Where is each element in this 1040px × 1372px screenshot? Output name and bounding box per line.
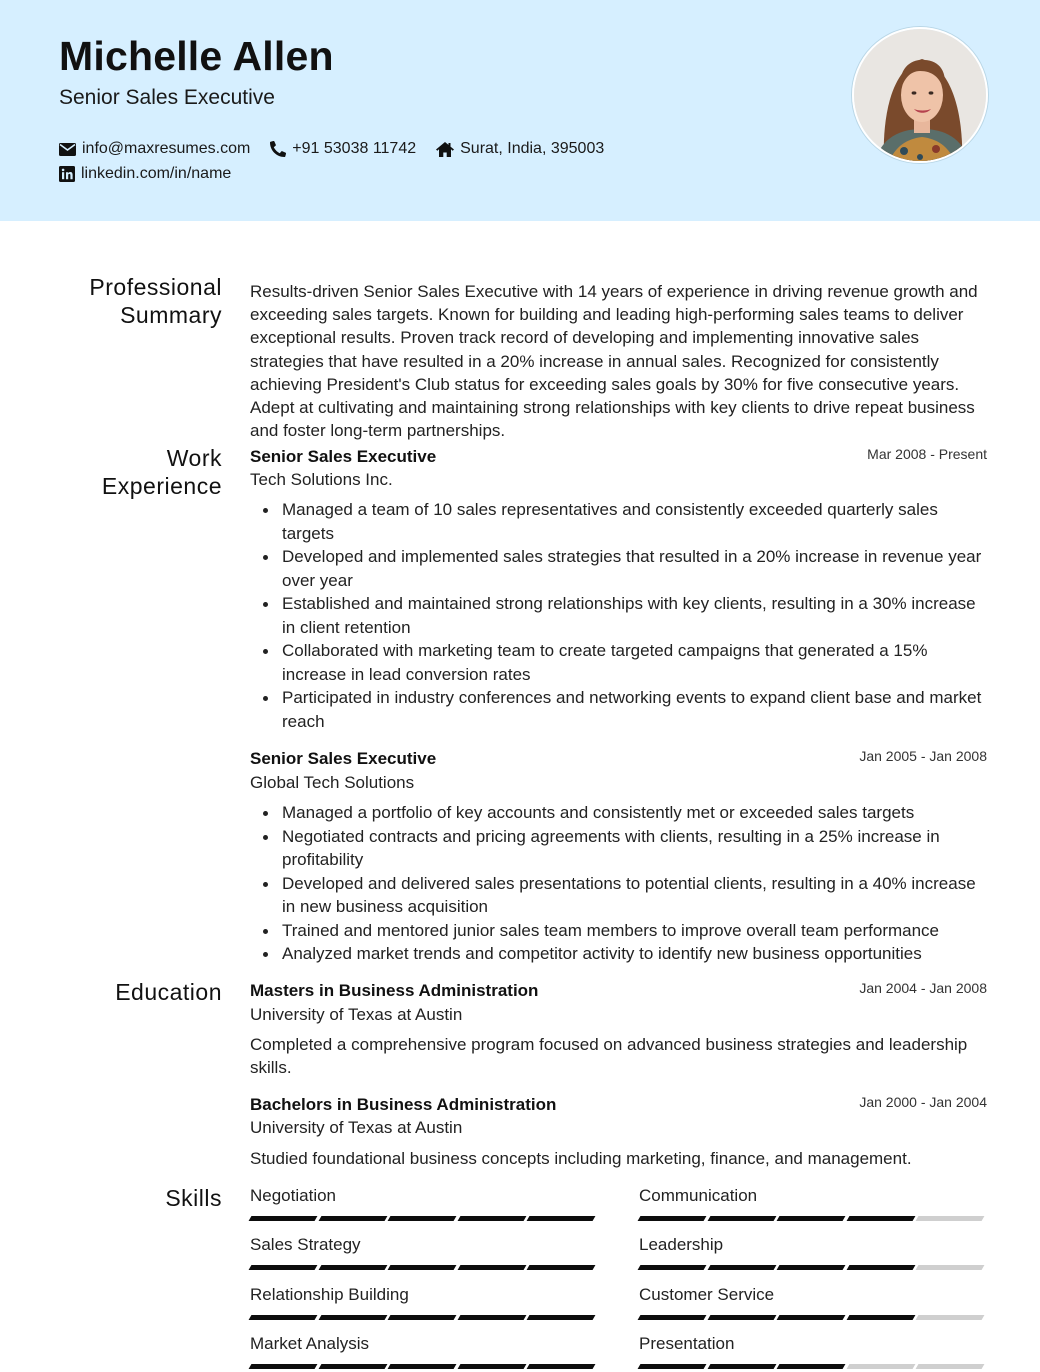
work-heading-line1: Work bbox=[166, 445, 222, 471]
contact-row-2 bbox=[59, 165, 251, 183]
degree-title: Bachelors in Business Administration bbox=[250, 1095, 557, 1114]
skill-level-bar bbox=[250, 1315, 598, 1320]
skill-level-bar bbox=[639, 1364, 987, 1369]
envelope-icon bbox=[59, 143, 76, 156]
skill-level-segment bbox=[527, 1315, 595, 1320]
skill-level-bar bbox=[250, 1364, 598, 1369]
profile-photo bbox=[852, 27, 988, 163]
list-item: Trained and mentored junior sales team members to improve overall team performance bbox=[250, 919, 990, 943]
home-icon bbox=[436, 142, 454, 157]
skill-level-segment bbox=[777, 1364, 845, 1369]
skill-level-segment bbox=[457, 1265, 525, 1270]
job-company: Global Tech Solutions bbox=[250, 773, 415, 792]
list-item: Developed and implemented sales strategies that resulted in a 20% increase in revenue year over year bbox=[250, 545, 990, 592]
skill-level-segment bbox=[638, 1364, 706, 1369]
list-item: Established and maintained strong relationships with key clients, resulting in a 30% increase in client retention bbox=[250, 592, 990, 639]
skill-level-segment bbox=[527, 1364, 595, 1369]
skill-name: Customer Service bbox=[639, 1285, 775, 1304]
work-heading bbox=[102, 444, 222, 500]
phone-icon bbox=[270, 141, 286, 157]
skill-level-bar bbox=[639, 1315, 987, 1320]
skill-level-segment bbox=[916, 1364, 984, 1369]
degree-dates: Jan 2004 - Jan 2008 bbox=[859, 980, 987, 996]
skills-heading: Skills bbox=[165, 1185, 222, 1211]
resume-header bbox=[0, 0, 1040, 221]
skill-level-segment bbox=[388, 1315, 456, 1320]
contact-location bbox=[436, 140, 604, 158]
skill-item bbox=[639, 1235, 987, 1270]
contact-phone[interactable] bbox=[270, 140, 416, 158]
summary-heading-line1: Professional bbox=[89, 274, 222, 300]
school-name: University of Texas at Austin bbox=[250, 1118, 463, 1137]
job-title: Senior Sales Executive bbox=[250, 447, 437, 466]
skill-level-segment bbox=[846, 1265, 914, 1270]
degree-description: Completed a comprehensive program focused on advanced business strategies and leadership skills. bbox=[250, 1035, 968, 1078]
job-title: Senior Sales Executive bbox=[250, 749, 437, 768]
degree-dates: Jan 2000 - Jan 2004 bbox=[859, 1094, 987, 1110]
skill-item bbox=[639, 1334, 987, 1369]
skill-name: Sales Strategy bbox=[250, 1235, 361, 1254]
work-heading-line2: Experience bbox=[101, 473, 222, 499]
skill-level-segment bbox=[249, 1364, 317, 1369]
education-heading: Education bbox=[115, 979, 222, 1005]
school-name: University of Texas at Austin bbox=[250, 1005, 463, 1024]
skill-level-segment bbox=[707, 1315, 775, 1320]
skill-level-segment bbox=[388, 1265, 456, 1270]
list-item: Analyzed market trends and competitor activity to identify new business opportunities bbox=[250, 942, 990, 966]
skill-level-segment bbox=[249, 1315, 317, 1320]
skill-level-bar bbox=[639, 1216, 987, 1221]
list-item: Managed a portfolio of key accounts and consistently met or exceeded sales targets bbox=[250, 801, 990, 825]
skill-name: Relationship Building bbox=[250, 1285, 409, 1304]
skill-level-segment bbox=[707, 1265, 775, 1270]
list-item: Managed a team of 10 sales representatives and consistently exceeded quarterly sales targets bbox=[250, 498, 990, 545]
degree-title: Masters in Business Administration bbox=[250, 981, 539, 1000]
degree-description: Studied foundational business concepts including marketing, finance, and management. bbox=[250, 1149, 912, 1168]
skill-level-segment bbox=[777, 1265, 845, 1270]
summary-text: Results-driven Senior Sales Executive with 14 years of experience in driving revenue growth and exceeding sales targets. Known for building and leading high-performing sales teams to deliver exceptional results. Proven track record of developing and implementing innovative sales strategies that have resulted in a 20% increase in annual sales. Recognized for consistently achieving President's Club status for exceeding sales goals by 30% for five consecutive years. Adept at cultivating and maintaining strong relationships with key clients to drive repeat business and foster long-term partnerships. bbox=[250, 282, 978, 441]
linkedin-icon bbox=[59, 166, 75, 182]
skill-item bbox=[250, 1186, 598, 1221]
job-bullets bbox=[250, 498, 990, 733]
job-bullets bbox=[250, 801, 990, 966]
skill-level-segment bbox=[527, 1216, 595, 1221]
skill-level-bar bbox=[639, 1265, 987, 1270]
email-text: info@maxresumes.com bbox=[82, 140, 251, 157]
skill-level-segment bbox=[388, 1364, 456, 1369]
skill-level-segment bbox=[846, 1216, 914, 1221]
job-company: Tech Solutions Inc. bbox=[250, 470, 393, 489]
skill-level-segment bbox=[457, 1364, 525, 1369]
skill-level-segment bbox=[318, 1265, 386, 1270]
phone-text: +91 53038 11742 bbox=[292, 140, 417, 157]
skill-name: Leadership bbox=[639, 1235, 724, 1254]
job-dates: Mar 2008 - Present bbox=[867, 446, 987, 462]
contact-email[interactable] bbox=[59, 140, 250, 158]
contact-row bbox=[59, 140, 624, 158]
skill-level-segment bbox=[249, 1265, 317, 1270]
skill-name: Communication bbox=[639, 1186, 758, 1205]
list-item: Developed and delivered sales presentations to potential clients, resulting in a 40% increase in new business acquisition bbox=[250, 872, 990, 919]
candidate-name: Michelle Allen bbox=[59, 33, 334, 79]
linkedin-text: linkedin.com/in/name bbox=[81, 165, 232, 182]
contact-linkedin[interactable] bbox=[59, 165, 231, 183]
list-item: Negotiated contracts and pricing agreements with clients, resulting in a 25% increase in profitability bbox=[250, 825, 990, 872]
skill-name: Market Analysis bbox=[250, 1334, 370, 1353]
skill-level-segment bbox=[388, 1216, 456, 1221]
skill-level-segment bbox=[777, 1315, 845, 1320]
skill-level-segment bbox=[916, 1265, 984, 1270]
skill-item bbox=[250, 1285, 598, 1320]
skill-level-segment bbox=[846, 1364, 914, 1369]
list-item: Participated in industry conferences and networking events to expand client base and market reach bbox=[250, 686, 990, 733]
skill-level-segment bbox=[707, 1364, 775, 1369]
skill-level-segment bbox=[777, 1216, 845, 1221]
skill-level-segment bbox=[249, 1216, 317, 1221]
skill-name: Presentation bbox=[639, 1334, 735, 1353]
skill-level-segment bbox=[916, 1216, 984, 1221]
summary-heading-line2: Summary bbox=[120, 302, 222, 328]
skill-level-segment bbox=[457, 1216, 525, 1221]
skill-level-segment bbox=[318, 1216, 386, 1221]
skill-level-bar bbox=[250, 1265, 598, 1270]
job-dates: Jan 2005 - Jan 2008 bbox=[859, 748, 987, 764]
skill-level-segment bbox=[318, 1364, 386, 1369]
skill-level-segment bbox=[527, 1265, 595, 1270]
skill-level-segment bbox=[707, 1216, 775, 1221]
skill-item bbox=[639, 1285, 987, 1320]
location-text: Surat, India, 395003 bbox=[460, 140, 605, 157]
skill-item bbox=[639, 1186, 987, 1221]
list-item: Collaborated with marketing team to create targeted campaigns that generated a 15% increase in lead conversion rates bbox=[250, 639, 990, 686]
skill-level-segment bbox=[638, 1265, 706, 1270]
skill-name: Negotiation bbox=[250, 1186, 337, 1205]
summary-heading bbox=[89, 273, 222, 329]
skill-item bbox=[250, 1235, 598, 1270]
skill-level-segment bbox=[638, 1216, 706, 1221]
skill-level-segment bbox=[457, 1315, 525, 1320]
candidate-title: Senior Sales Executive bbox=[59, 86, 275, 109]
skill-level-segment bbox=[846, 1315, 914, 1320]
skill-level-segment bbox=[916, 1315, 984, 1320]
skill-level-segment bbox=[318, 1315, 386, 1320]
skill-level-bar bbox=[250, 1216, 598, 1221]
skill-item bbox=[250, 1334, 598, 1369]
skill-level-segment bbox=[638, 1315, 706, 1320]
